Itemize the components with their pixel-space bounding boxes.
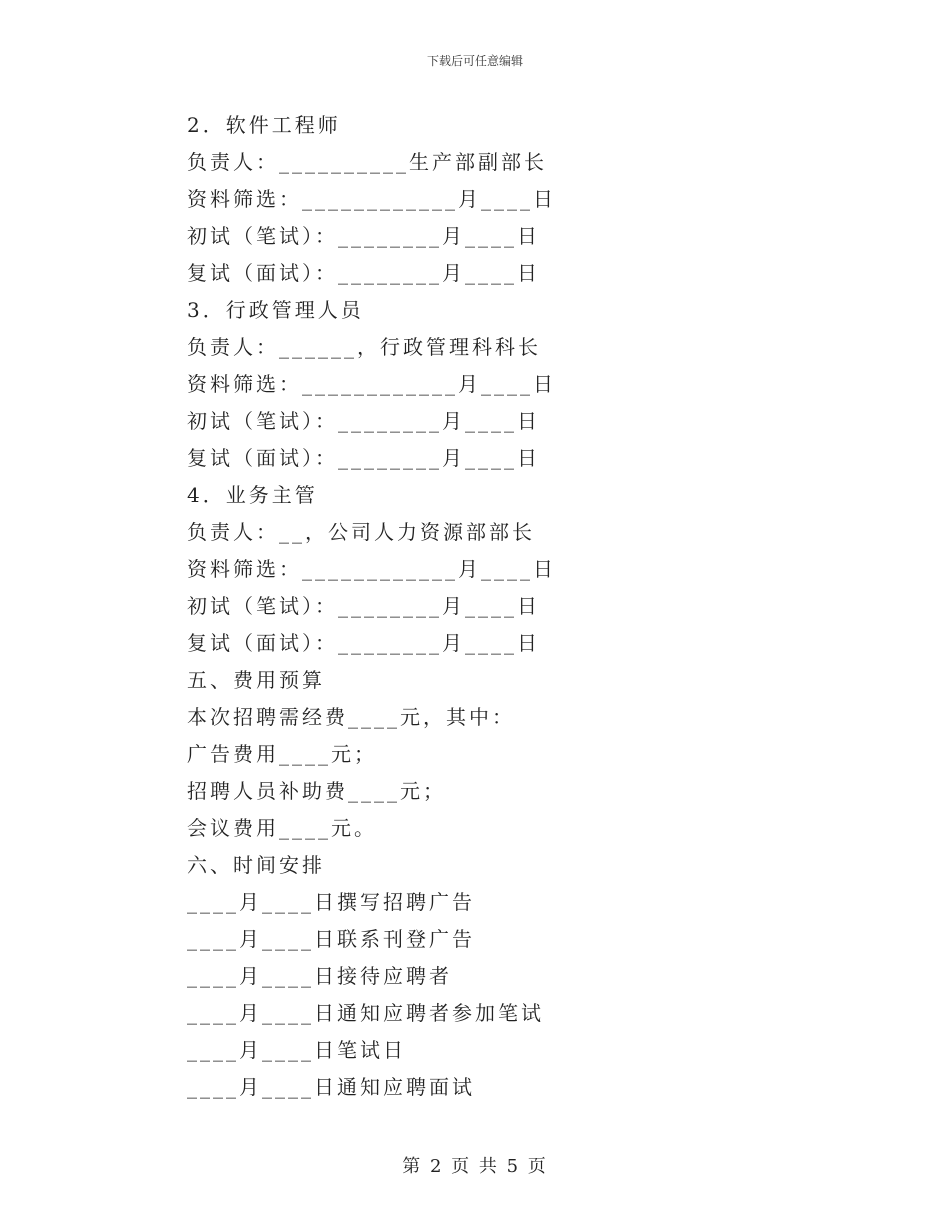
text-line: 复试（面试）：________月____日 <box>187 261 540 285</box>
text-line: 负责人：______，行政管理科科长 <box>187 335 541 359</box>
text-line: ____月____日撰写招聘广告 <box>187 890 475 914</box>
text-line: 资料筛选：____________月____日 <box>187 557 556 581</box>
page-number-footer: 第 2 页 共 5 页 <box>402 1156 548 1177</box>
text-line: 资料筛选：____________月____日 <box>187 187 556 211</box>
text-line: 本次招聘需经费____元，其中： <box>187 705 515 729</box>
text-line: ____月____日通知应聘面试 <box>187 1075 475 1099</box>
text-line: ____月____日通知应聘者参加笔试 <box>187 1001 544 1025</box>
text-line: 资料筛选：____________月____日 <box>187 372 556 396</box>
text-line: 负责人：__，公司人力资源部部长 <box>187 520 535 544</box>
text-line: 会议费用____元。 <box>187 816 377 840</box>
text-line: 初试（笔试）：________月____日 <box>187 594 540 618</box>
text-line: 广告费用____元； <box>187 742 377 766</box>
section-heading-budget: 五、费用预算 <box>187 668 325 692</box>
text-line: ____月____日笔试日 <box>187 1038 406 1062</box>
text-line: ____月____日接待应聘者 <box>187 964 452 988</box>
section-heading-software-engineer: 2．软件工程师 <box>187 113 341 137</box>
page-header: 下载后可任意编辑 <box>426 54 523 68</box>
text-line: 负责人：__________生产部副部长 <box>187 150 547 174</box>
section-heading-admin-staff: 3．行政管理人员 <box>187 298 364 322</box>
text-line: 复试（面试）：________月____日 <box>187 631 540 655</box>
section-heading-schedule: 六、时间安排 <box>187 853 325 877</box>
text-line: 复试（面试）：________月____日 <box>187 446 540 470</box>
text-line: ____月____日联系刊登广告 <box>187 927 475 951</box>
text-line: 招聘人员补助费____元； <box>187 779 446 803</box>
document-body <box>187 107 787 1106</box>
text-line: 初试（笔试）：________月____日 <box>187 224 540 248</box>
text-line: 初试（笔试）：________月____日 <box>187 409 540 433</box>
section-heading-business-supervisor: 4．业务主管 <box>187 483 318 507</box>
